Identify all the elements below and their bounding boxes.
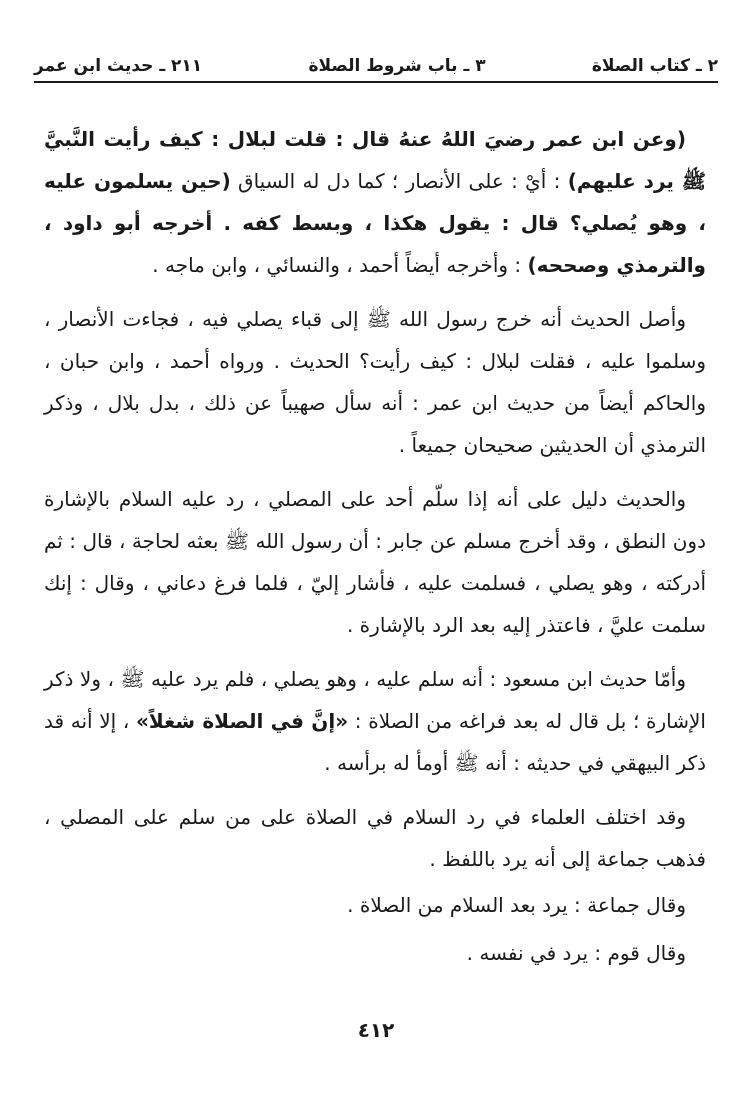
header-section: ٣ ـ باب شروط الصلاة — [308, 56, 486, 76]
header-rule — [34, 81, 718, 83]
ibn-masud-end: ، إلا أنه قد ذكر البيهقي في حديثه : أنه ﷺ أومأ له برأسه . — [44, 709, 706, 775]
hadith-commentary: : أيْ : على الأنصار ؛ كما دل له السياق — [230, 169, 568, 193]
ibn-masud-start: وأمّا حديث ابن مسعود : أنه سلم عليه ، وهو يصلي ، فلم يرد عليه ﷺ ، ولا ذكر الإشارة ؛ بل قال له بعد فراغه من الصلاة : — [44, 667, 706, 733]
paragraph-opinion-2: وقال قوم : يرد في نفسه . — [466, 941, 686, 965]
header-hadith: ٢١١ ـ حديث ابن عمر — [34, 56, 203, 76]
paragraph-origin: وأصل الحديث أنه خرج رسول الله ﷺ إلى قباء يصلي فيه ، فجاءت الأنصار ، وسلموا عليه ، فقلت لبلال : كيف رأيت؟ الحديث . ورواه أحمد ، وابن حبان ، والحاكم أيضاً من حديث ابن عمر : أنه سأل صهيباً عن ذلك ، بدل بلال ، وذكر الترمذي أن الحديثين صحيحان جميعاً . — [44, 307, 706, 457]
running-header — [34, 42, 718, 82]
hadith-text-continued: (حين يسلمون عليه ، وهو يُصلي؟ قال : يقول هكذا ، وبسط كفه . أخرجه أبو داود ، والترمذي وصححه) — [44, 169, 706, 277]
paragraph-opinion-1: وقال جماعة : يرد بعد السلام من الصلاة . — [347, 893, 686, 917]
paragraph-hadith — [44, 118, 706, 286]
paragraph-ibn-masud — [44, 658, 706, 784]
header-chapter: ٢ ـ كتاب الصلاة — [591, 56, 718, 76]
ibn-masud-quote: «إنَّ في الصلاة شغلاً» — [136, 709, 349, 733]
page-number: ٤١٢ — [357, 1018, 395, 1042]
paragraph-evidence: والحديث دليل على أنه إذا سلّم أحد على المصلي ، رد عليه السلام بالإشارة دون النطق ، وقد أخرج مسلم عن جابر : أن رسول الله ﷺ بعثه لحاجة ، قال : ثم أدركته ، وهو يصلي ، فسلمت عليه ، فأشار إليّ ، فلما فرغ دعاني ، وقال : إنك سلمت عليَّ ، فاعتذر إليه بعد الرد بالإشارة . — [44, 487, 706, 637]
paragraph-scholars: وقد اختلف العلماء في رد السلام في الصلاة على من سلم على المصلي ، فذهب جماعة إلى أنه يرد باللفظ . — [44, 805, 706, 871]
hadith-takhrij: : وأخرجه أيضاً أحمد ، والنسائي ، وابن ماجه . — [152, 253, 528, 277]
hadith-text: (وعن ابن عمر رضيَ اللهُ عنهُ قال : قلت لبلال : كيف رأيت النَّبيَّ ﷺ يرد عليهم) — [44, 127, 706, 193]
page-body — [44, 118, 706, 980]
